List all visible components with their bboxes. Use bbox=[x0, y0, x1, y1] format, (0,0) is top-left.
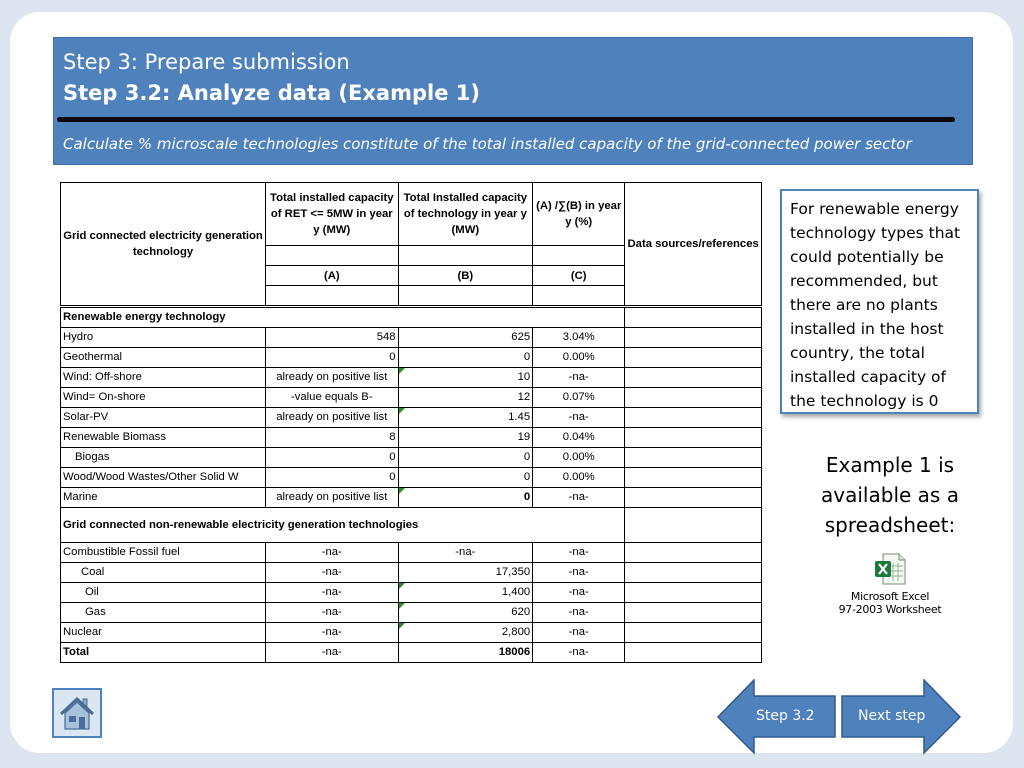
next-step-label: Next step bbox=[858, 708, 926, 724]
header-spacer bbox=[266, 286, 399, 307]
row-value-a: already on positive list bbox=[266, 368, 399, 388]
row-value-a: already on positive list bbox=[266, 488, 399, 508]
row-value-a: -na- bbox=[266, 623, 399, 643]
row-value-a: -na- bbox=[266, 643, 399, 663]
sources-cell bbox=[625, 388, 762, 408]
row-value-c: -na- bbox=[533, 408, 625, 428]
row-technology: Marine bbox=[61, 488, 266, 508]
sources-cell bbox=[625, 408, 762, 428]
table-row bbox=[61, 328, 762, 348]
sources-cell bbox=[625, 488, 762, 508]
row-technology: Oil bbox=[61, 583, 266, 603]
back-button[interactable] bbox=[716, 679, 838, 755]
info-callout: For renewable energy technology types that could potentially be recommended, but there are no plants installed in the host country, the total installed capacity of the technology is 0 bbox=[780, 189, 979, 414]
row-value-b: 1,400 bbox=[398, 583, 533, 603]
header-col-c: (A) /∑(B) in year y (%) bbox=[533, 183, 625, 246]
sources-cell bbox=[625, 583, 762, 603]
sources-cell bbox=[625, 643, 762, 663]
excel-file-icon bbox=[873, 552, 907, 586]
back-button-label: Step 3.2 bbox=[756, 708, 815, 724]
capacity-table bbox=[60, 182, 762, 663]
header-spacer bbox=[533, 246, 625, 266]
excel-attachment[interactable] bbox=[835, 552, 945, 616]
header-col-b: Total Installed capacity of technology in year y (MW) bbox=[398, 183, 533, 246]
sources-cell bbox=[625, 368, 762, 388]
row-value-c: -na- bbox=[533, 603, 625, 623]
table-row bbox=[61, 388, 762, 408]
header-spacer bbox=[533, 286, 625, 307]
header-spacer bbox=[398, 246, 533, 266]
header-col-a: Total installed capacity of RET <= 5MW in year y (MW) bbox=[266, 183, 399, 246]
example-caption: Example 1 is available as a spreadsheet: bbox=[821, 453, 959, 537]
row-value-c: -na- bbox=[533, 543, 625, 563]
row-value-a: -na- bbox=[266, 583, 399, 603]
table-row bbox=[61, 468, 762, 488]
row-value-c: -na- bbox=[533, 563, 625, 583]
attachment-label-line1: Microsoft Excel bbox=[850, 590, 930, 603]
table-row bbox=[61, 368, 762, 388]
row-value-b: 1.45 bbox=[398, 408, 533, 428]
home-button[interactable] bbox=[52, 688, 102, 738]
row-technology: Wind= On-shore bbox=[61, 388, 266, 408]
home-icon bbox=[54, 690, 100, 736]
row-value-b: -na- bbox=[398, 543, 533, 563]
sources-cell bbox=[625, 563, 762, 583]
row-value-c: -na- bbox=[533, 643, 625, 663]
row-technology: Gas bbox=[61, 603, 266, 623]
sources-cell bbox=[625, 623, 762, 643]
sources-cell bbox=[625, 428, 762, 448]
row-value-b: 10 bbox=[398, 368, 533, 388]
row-value-b: 17,350 bbox=[398, 563, 533, 583]
row-value-b: 2,800 bbox=[398, 623, 533, 643]
row-value-a: 0 bbox=[266, 448, 399, 468]
row-value-b: 0 bbox=[398, 348, 533, 368]
sources-cell bbox=[625, 468, 762, 488]
next-step-button[interactable] bbox=[840, 679, 962, 755]
row-value-b: 12 bbox=[398, 388, 533, 408]
sources-cell bbox=[625, 448, 762, 468]
row-value-a: 8 bbox=[266, 428, 399, 448]
header-label-b: (B) bbox=[398, 266, 533, 286]
table-row bbox=[61, 563, 762, 583]
table-row bbox=[61, 408, 762, 428]
sources-cell bbox=[625, 307, 762, 328]
header-spacer bbox=[398, 286, 533, 307]
row-value-a: 548 bbox=[266, 328, 399, 348]
header-technology: Grid connected electricity generation technology bbox=[61, 183, 266, 307]
header-spacer bbox=[266, 246, 399, 266]
row-value-c: -na- bbox=[533, 583, 625, 603]
header-label-a: (A) bbox=[266, 266, 399, 286]
title-banner bbox=[53, 37, 973, 165]
row-value-a: -na- bbox=[266, 563, 399, 583]
row-value-b: 0 bbox=[398, 488, 533, 508]
row-technology: Wind: Off-shore bbox=[61, 368, 266, 388]
table-row bbox=[61, 603, 762, 623]
section-title: Step 3: Prepare submission bbox=[63, 50, 350, 74]
row-value-c: -na- bbox=[533, 488, 625, 508]
row-value-c: -na- bbox=[533, 368, 625, 388]
row-technology: Wood/Wood Wastes/Other Solid W bbox=[61, 468, 266, 488]
page-title: Step 3.2: Analyze data (Example 1) bbox=[63, 81, 480, 105]
row-value-c: -na- bbox=[533, 623, 625, 643]
table-row bbox=[61, 448, 762, 468]
header-label-c: (C) bbox=[533, 266, 625, 286]
row-value-c: 0.00% bbox=[533, 448, 625, 468]
section-nonrenewable: Grid connected non-renewable electricity generation technologies bbox=[61, 508, 625, 543]
sources-cell bbox=[625, 603, 762, 623]
row-value-a: -na- bbox=[266, 543, 399, 563]
row-technology: Solar-PV bbox=[61, 408, 266, 428]
row-value-a: already on positive list bbox=[266, 408, 399, 428]
row-value-c: 0.00% bbox=[533, 348, 625, 368]
row-technology: Renewable Biomass bbox=[61, 428, 266, 448]
table-row bbox=[61, 623, 762, 643]
row-value-b: 18006 bbox=[398, 643, 533, 663]
row-technology: Geothermal bbox=[61, 348, 266, 368]
row-value-c: 0.00% bbox=[533, 468, 625, 488]
row-value-a: 0 bbox=[266, 468, 399, 488]
sources-cell bbox=[625, 543, 762, 563]
row-value-b: 625 bbox=[398, 328, 533, 348]
row-technology: Biogas bbox=[61, 448, 266, 468]
table-row bbox=[61, 428, 762, 448]
row-technology: Coal bbox=[61, 563, 266, 583]
row-value-b: 19 bbox=[398, 428, 533, 448]
table-row bbox=[61, 543, 762, 563]
row-value-a: -na- bbox=[266, 603, 399, 623]
row-value-b: 620 bbox=[398, 603, 533, 623]
sources-cell bbox=[625, 508, 762, 543]
row-value-b: 0 bbox=[398, 448, 533, 468]
row-value-c: 3.04% bbox=[533, 328, 625, 348]
row-technology: Hydro bbox=[61, 328, 266, 348]
page-description: Calculate % microscale technologies constitute of the total installed capacity of the grid-connected power sector bbox=[63, 135, 912, 153]
row-technology: Combustible Fossil fuel bbox=[61, 543, 266, 563]
row-value-c: 0.07% bbox=[533, 388, 625, 408]
title-divider bbox=[57, 117, 955, 122]
table-row bbox=[61, 488, 762, 508]
section-renewable: Renewable energy technology bbox=[61, 307, 625, 328]
table-row bbox=[61, 348, 762, 368]
row-technology: Total bbox=[61, 643, 266, 663]
table-row bbox=[61, 583, 762, 603]
row-value-b: 0 bbox=[398, 468, 533, 488]
table-row bbox=[61, 643, 762, 663]
sources-cell bbox=[625, 348, 762, 368]
row-value-c: 0.04% bbox=[533, 428, 625, 448]
row-value-a: -value equals B- bbox=[266, 388, 399, 408]
header-sources: Data sources/references bbox=[625, 183, 762, 307]
attachment-label-line2: 97-2003 Worksheet bbox=[838, 603, 942, 616]
sources-cell bbox=[625, 328, 762, 348]
row-technology: Nuclear bbox=[61, 623, 266, 643]
row-value-a: 0 bbox=[266, 348, 399, 368]
